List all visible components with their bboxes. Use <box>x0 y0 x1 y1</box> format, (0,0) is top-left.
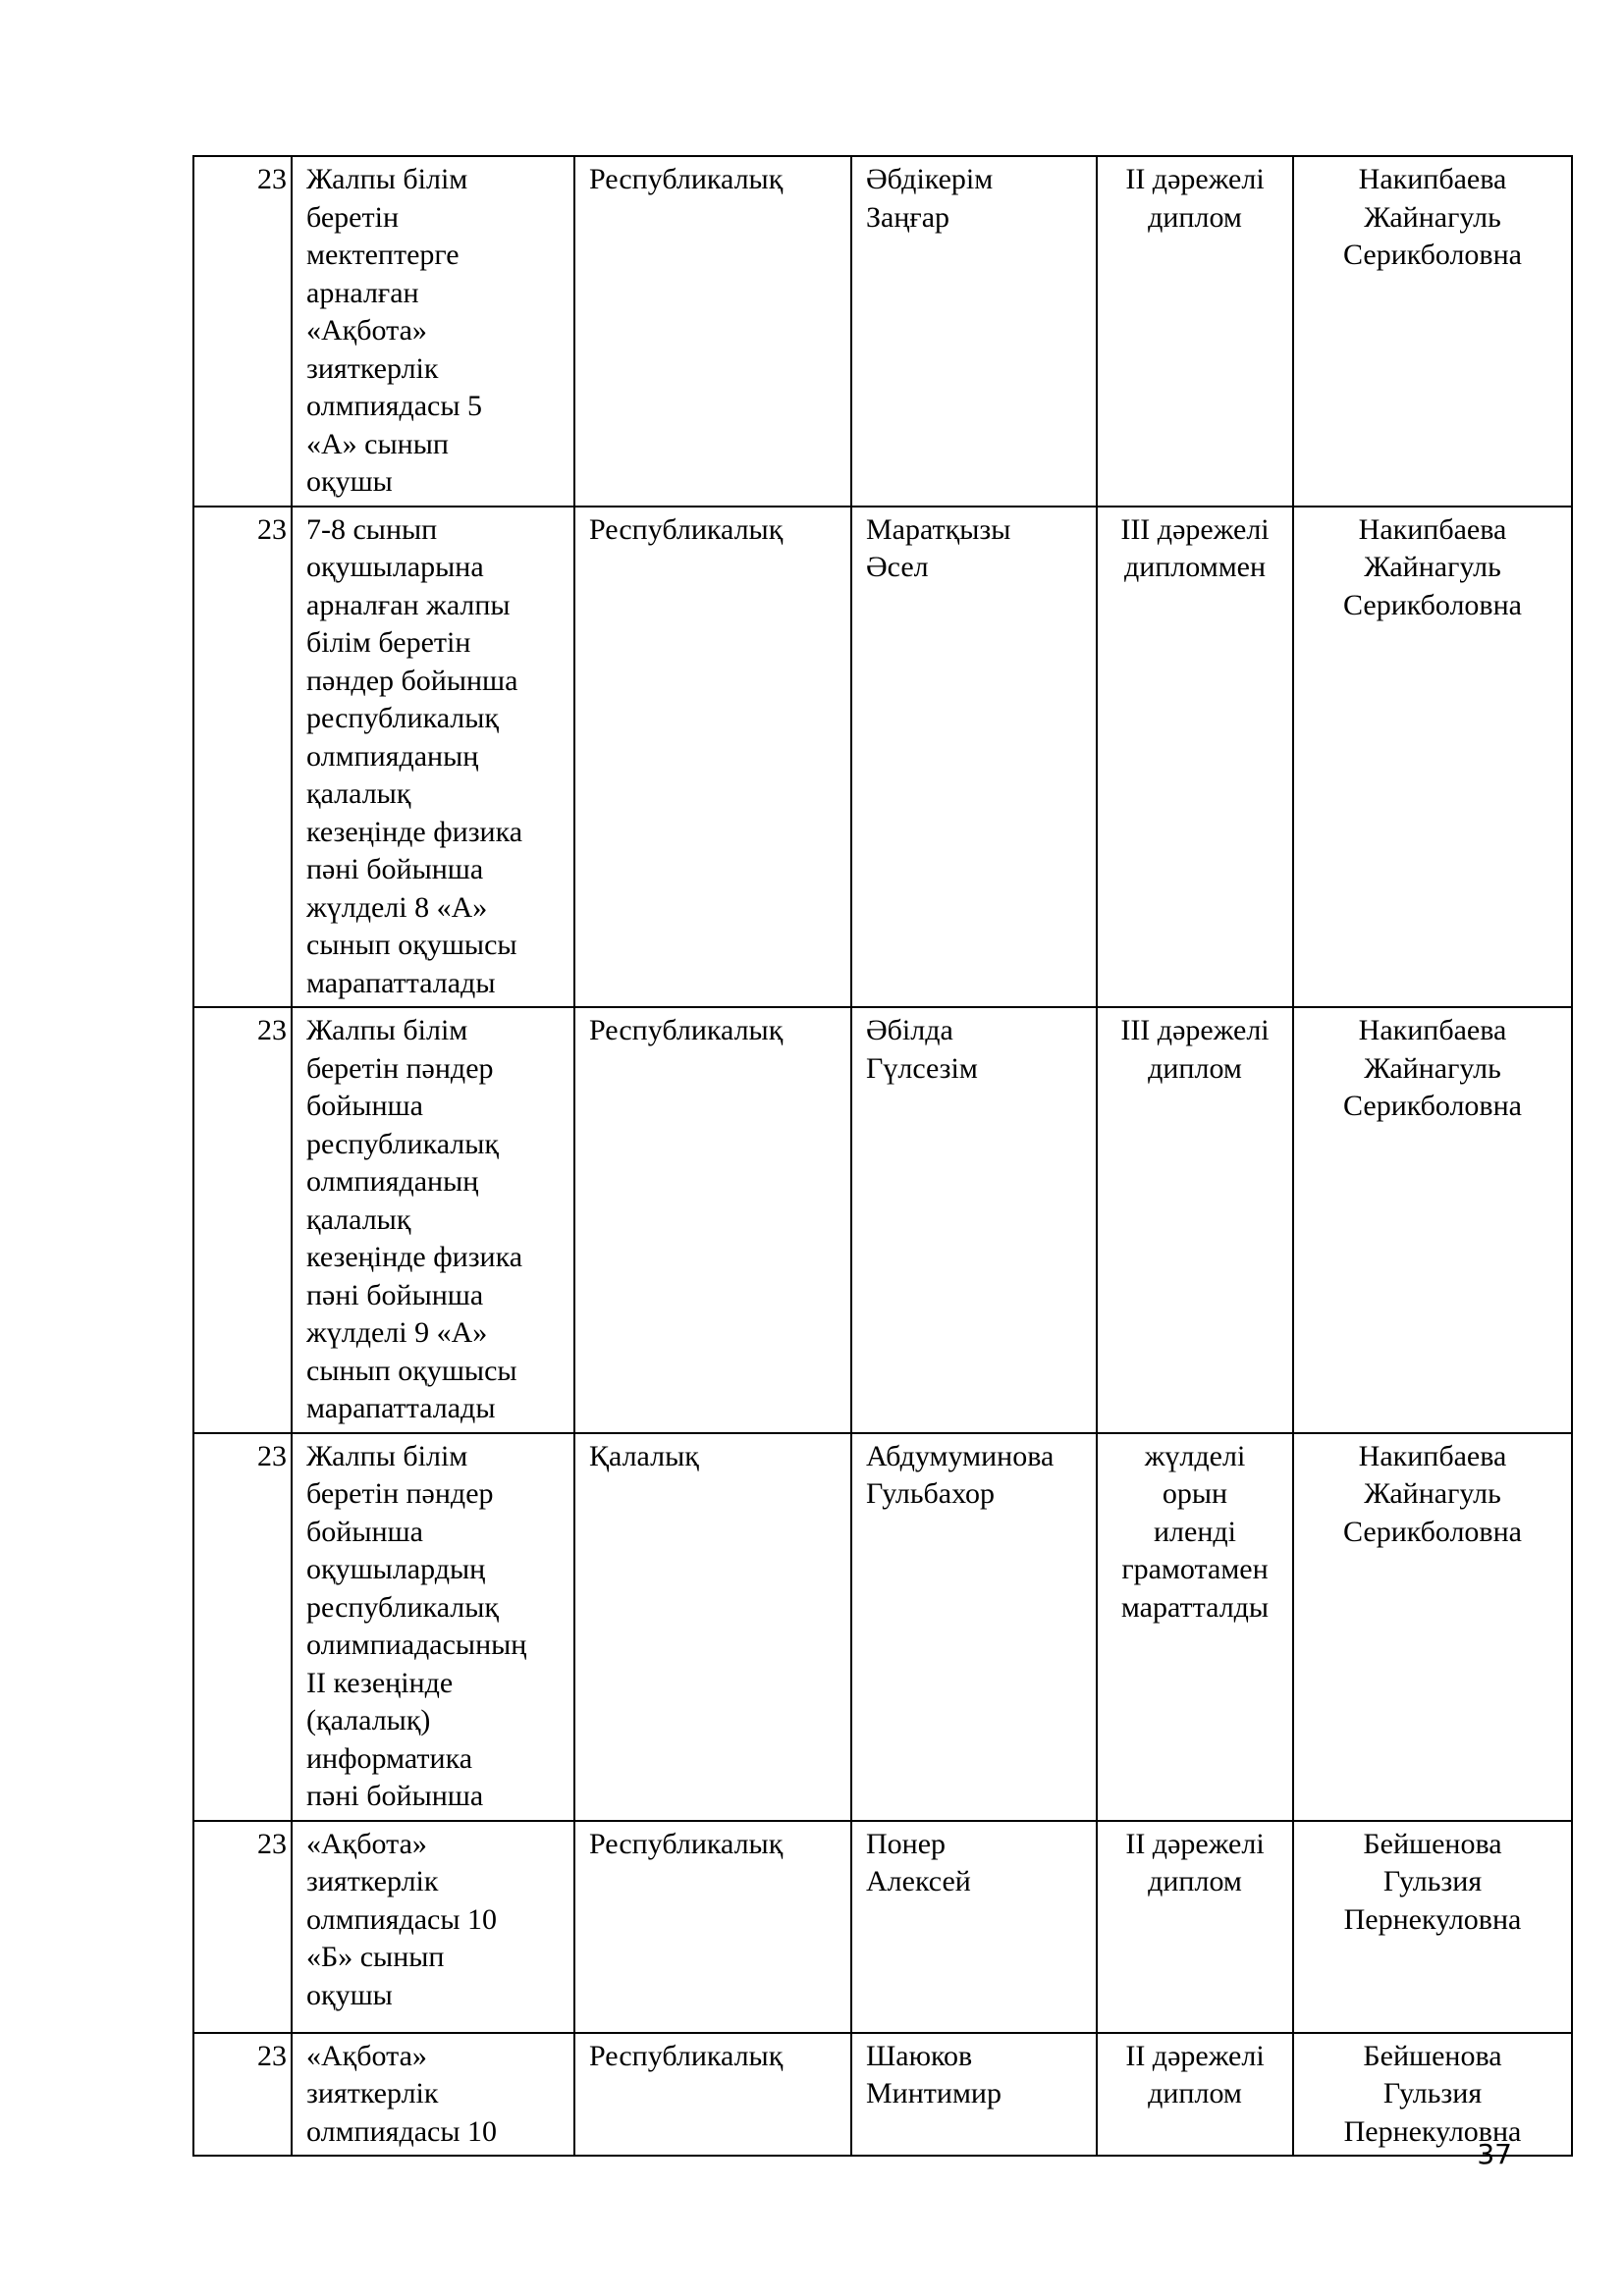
row-number: 23 <box>193 2033 292 2157</box>
student-name: Понер Алексей <box>851 1821 1097 2033</box>
student-name: Абдумуминова Гульбахор <box>851 1433 1097 1821</box>
page-number: 37 <box>1477 2138 1512 2170</box>
student-name: Әбдікерім Заңғар <box>851 156 1097 507</box>
teacher-name: Накипбаева Жайнагуль Серикболовна <box>1293 1433 1572 1821</box>
student-name: Шаюков Минтимир <box>851 2033 1097 2157</box>
row-number: 23 <box>193 1007 292 1433</box>
award-result: II дәрежелі диплом <box>1097 1821 1293 2033</box>
teacher-name: Накипбаева Жайнагуль Серикболовна <box>1293 507 1572 1008</box>
competition-level: Республикалық <box>574 2033 851 2157</box>
event-description: 7-8 сынып оқушыларына арналған жалпы білім беретін пәндер бойынша республикалық олмпияданың қалалық кезеңінде физика пәні бойынша жүлделі 8 «А» сынып оқушысы марапатталады <box>292 507 574 1008</box>
row-number: 23 <box>193 507 292 1008</box>
event-description: «Ақбота» зияткерлік олмпиядасы 10 <box>292 2033 574 2157</box>
event-description: «Ақбота» зияткерлік олмпиядасы 10 «Б» сынып оқушы <box>292 1821 574 2033</box>
event-description: Жалпы білім беретін пәндер бойынша республикалық олмпияданың қалалық кезеңінде физика пәні бойынша жүлделі 9 «А» сынып оқушысы марапатталады <box>292 1007 574 1433</box>
competition-level: Республикалық <box>574 156 851 507</box>
competition-level: Республикалық <box>574 1007 851 1433</box>
student-name: Маратқызы Әсел <box>851 507 1097 1008</box>
event-description: Жалпы білім беретін пәндер бойынша оқушылардың республикалық олимпиадасының II кезеңінде (қалалық) информатика пәні бойынша <box>292 1433 574 1821</box>
table-row <box>193 507 1572 1008</box>
competition-level: Республикалық <box>574 1821 851 2033</box>
table-row <box>193 1821 1572 2033</box>
row-number: 23 <box>193 1821 292 2033</box>
student-name: Әбілда Гүлсезім <box>851 1007 1097 1433</box>
teacher-name: Бейшенова Гульзия Пернекуловна <box>1293 2033 1572 2157</box>
award-result: III дәрежелі диплом <box>1097 1007 1293 1433</box>
award-result: жүлделі орын иленді грамотамен маратталды <box>1097 1433 1293 1821</box>
table-row <box>193 2033 1572 2157</box>
teacher-name: Бейшенова Гульзия Пернекуловна <box>1293 1821 1572 2033</box>
awards-table <box>192 155 1573 2157</box>
row-number: 23 <box>193 1433 292 1821</box>
award-result: II дәрежелі диплом <box>1097 156 1293 507</box>
award-result: III дәрежелі дипломмен <box>1097 507 1293 1008</box>
table-row <box>193 156 1572 507</box>
table-row <box>193 1007 1572 1433</box>
teacher-name: Накипбаева Жайнагуль Серикболовна <box>1293 1007 1572 1433</box>
competition-level: Республикалық <box>574 507 851 1008</box>
table-row <box>193 1433 1572 1821</box>
competition-level: Қалалық <box>574 1433 851 1821</box>
row-number: 23 <box>193 156 292 507</box>
event-description: Жалпы білім беретін мектептерге арналған «Ақбота» зияткерлік олмпиядасы 5 «А» сынып оқушы <box>292 156 574 507</box>
teacher-name: Накипбаева Жайнагуль Серикболовна <box>1293 156 1572 507</box>
award-result: II дәрежелі диплом <box>1097 2033 1293 2157</box>
